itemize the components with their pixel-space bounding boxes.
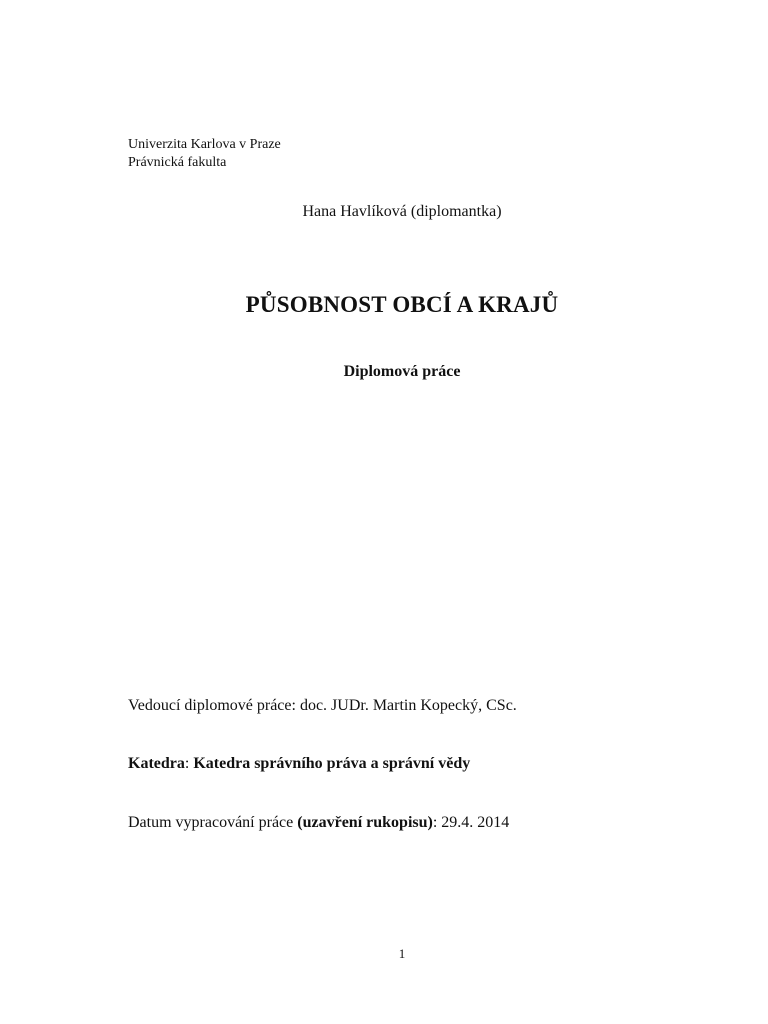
thesis-title: PŮSOBNOST OBCÍ A KRAJŮ	[245, 292, 559, 317]
date-emphasis: (uzavření rukopisu)	[297, 814, 433, 831]
date-prefix: Datum vypracování práce	[128, 814, 298, 831]
faculty-name: Právnická fakulta	[128, 155, 227, 170]
department-line	[128, 755, 470, 773]
department-separator: :	[184, 755, 194, 772]
department-value: Katedra správního práva a správní vědy	[193, 755, 471, 772]
date-value: 29.4. 2014	[441, 814, 510, 831]
author-name: Hana Havlíková (diplomantka)	[302, 203, 502, 220]
date-line	[128, 814, 509, 832]
date-separator: :	[432, 814, 442, 831]
university-name: Univerzita Karlova v Praze	[128, 137, 281, 152]
department-label: Katedra	[128, 755, 185, 772]
thesis-type: Diplomová práce	[343, 363, 461, 380]
page-number: 1	[398, 946, 406, 961]
institution-block	[128, 136, 281, 172]
supervisor-line: Vedoucí diplomové práce: doc. JUDr. Martin Kopecký, CSc.	[128, 697, 517, 714]
